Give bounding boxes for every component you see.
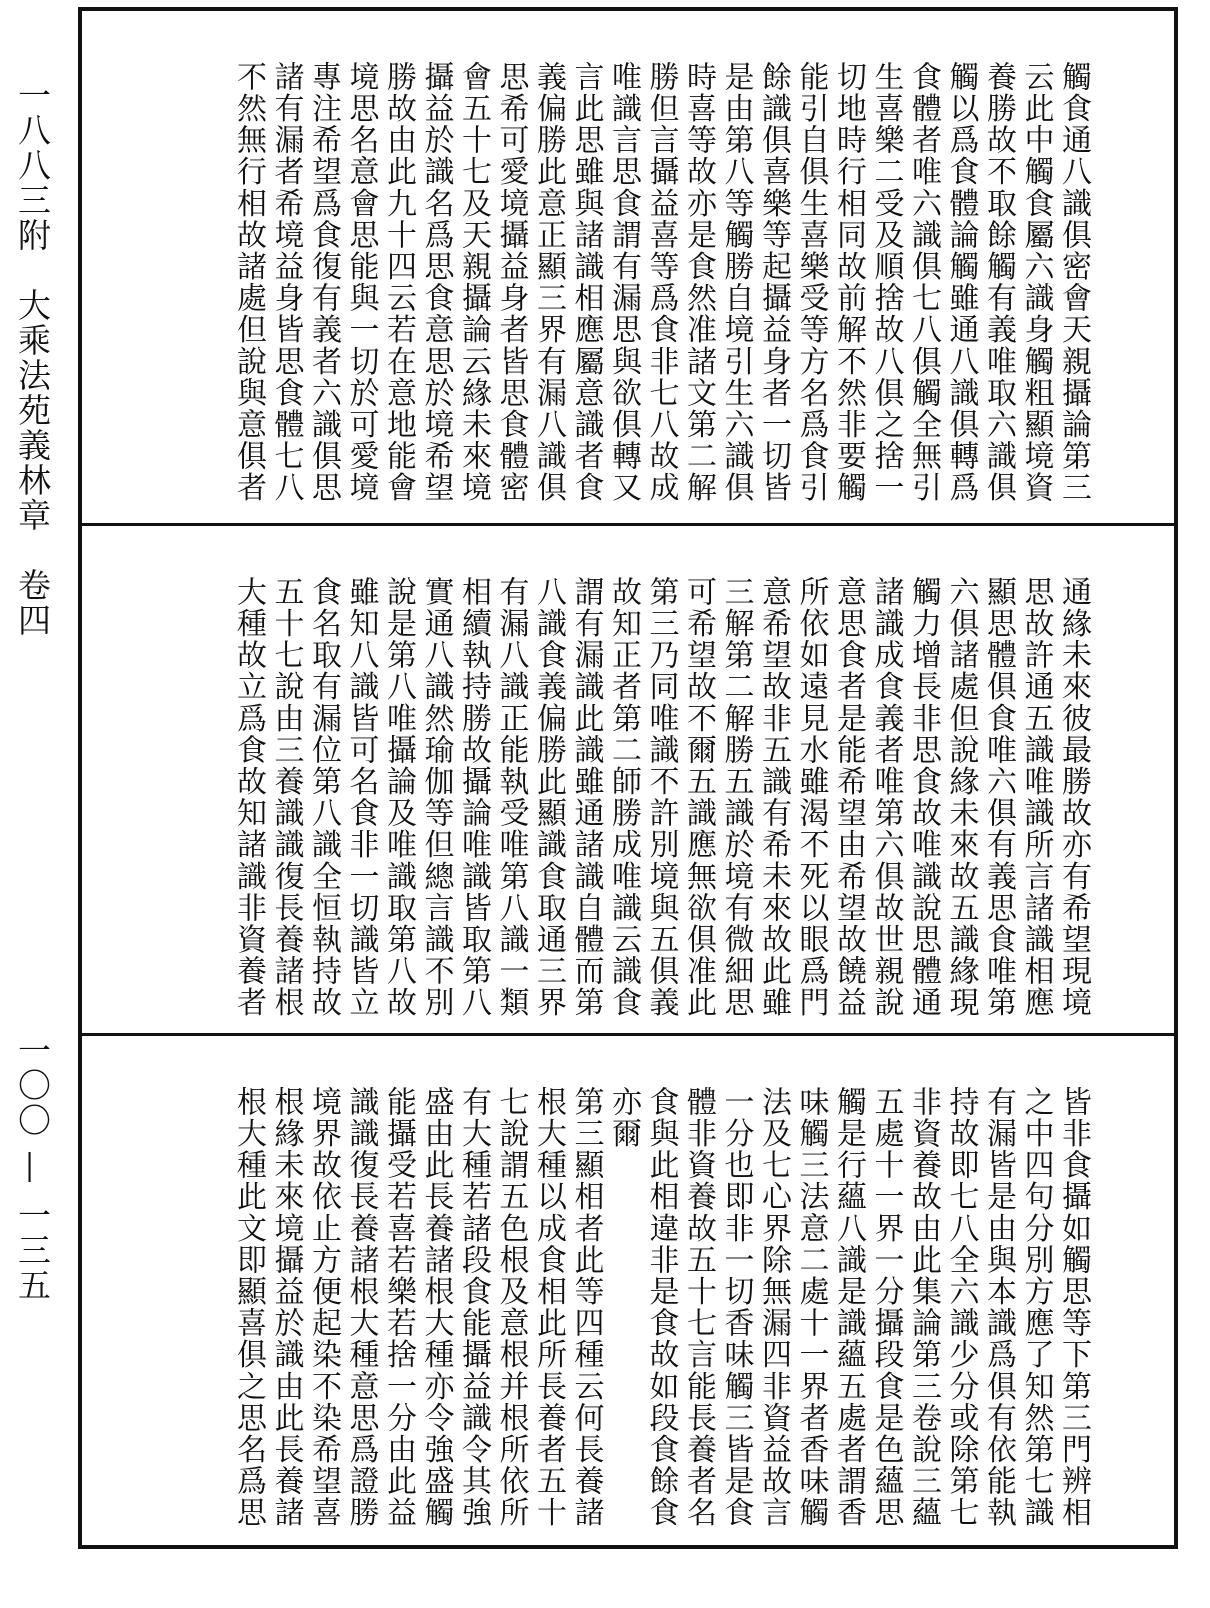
text-column: 有漏皆是由與本識爲俱有依能執 [981,1086,1016,1529]
text-column: 三解第二解勝五識於境有微細思 [718,576,754,1019]
panel-columns [230,576,1093,1018]
text-column: 第三顯相者此等四種云何長養諸 [568,1086,604,1529]
text-column: 義偏勝此意正顯三界有漏八識俱 [531,61,566,504]
text-column: 食名取有漏位第八識全恒執持故 [306,576,341,1019]
text-column: 思希可愛境攝益身者皆思食體密 [493,61,529,504]
text-column: 識識復長養諸根大種意思爲證勝 [343,1086,379,1529]
text-column: 勝但言攝益喜等爲食非七八故成 [643,61,679,504]
text-column: 云此中觸食屬六識身觸粗顯境資 [1018,61,1054,504]
text-column: 勝故由此九十四云若在意地能會 [381,61,416,504]
text-column: 可希望故不爾五識應無欲俱准此 [681,576,716,1019]
text-column: 六俱諸處但說緣未來故五識緣現 [943,576,979,1019]
text-column: 亦爾 [606,1086,641,1150]
text-column: 非資養故由此集論第三卷說三蘊 [906,1086,941,1529]
text-column: 有大種若諸段食能攝益識令其強 [456,1086,491,1529]
text-column: 能攝受若喜若樂若捨一分由此益 [381,1086,416,1529]
text-column: 有漏八識正能執受唯第八識一類 [493,576,529,1019]
text-column: 食與此相違非是食故如段食餘食 [643,1086,679,1529]
text-column: 實通八識然瑜伽等但總言識不別 [418,576,454,1019]
panel-columns [230,1086,1093,1528]
text-column: 是由第八等觸勝自境引生六識俱 [718,61,754,504]
text-column: 意思食者是能希望由希望故饒益 [831,576,866,1019]
text-column: 意希望故非五識有希未來故此雖 [756,576,791,1019]
text-column: 觸以爲食體論觸雖通八識俱轉爲 [943,61,979,504]
text-column: 根大種此文即顯喜俱之思名爲思 [231,1086,266,1529]
text-column: 七說謂五色根及意根并根所依所 [493,1086,529,1529]
text-column: 雖知八識皆可名食非一切識皆立 [343,576,379,1019]
text-column: 八識食義偏勝此顯識食取通三界 [531,576,566,1019]
text-column: 說是第八唯攝論及唯識取第八故 [381,576,416,1019]
text-column: 能引自俱生喜樂受等方名爲食引 [793,61,829,504]
text-column: 盛由此長養諸根大種亦令強盛觸 [418,1086,454,1529]
text-column: 所依如遠見水雖渴不死以眼爲門 [793,576,829,1019]
text-column: 思故許通五識唯識所言諸識相應 [1018,576,1054,1019]
text-column: 專注希望爲食復有義者六識俱思 [306,61,341,504]
text-column: 五十七說由三養識識復長養諸根 [268,576,304,1019]
text-panel-middle [82,526,1174,1036]
panel-columns [230,61,1093,503]
text-column: 會五十七及天親攝論云緣未來境 [456,61,491,504]
text-column: 養勝故不取餘觸有義唯取六識俱 [981,61,1016,504]
text-column: 境思名意會思能與一切於可愛境 [343,61,379,504]
text-column: 切地時行相同故前解不然非要觸 [831,61,866,504]
text-column: 皆非食攝如觸思等下第三門辨相 [1056,1086,1091,1529]
text-column: 味觸三法意二處十一界者香味觸 [793,1086,829,1529]
text-column: 通緣未來彼最勝故亦有希望現境 [1056,576,1091,1019]
text-column: 觸是行蘊八識是識蘊五處者謂香 [831,1086,866,1529]
text-column: 故知正者第二師勝成唯識云識食 [606,576,641,1019]
page-frame [78,7,1178,1549]
text-column: 體非資養故五十七言能長養者名 [681,1086,716,1529]
text-column: 時喜等故亦是食然准諸文第二解 [681,61,716,504]
text-column: 根緣未來境攝益於識由此長養諸 [268,1086,304,1529]
text-column: 持故即七八全六識少分或除第七 [943,1086,979,1529]
margin-title: 一八八三附 大乘法苑義林章 卷四 [13,78,52,638]
text-column: 顯思體俱食唯六俱有義思食唯第 [981,576,1016,1019]
text-panel-bottom [82,1036,1174,1545]
text-column: 一分也即非一切香味觸三皆是食 [718,1086,754,1529]
text-column: 諸有漏者希境益身皆思食體七八 [268,61,304,504]
text-column: 觸力增長非思食故唯識說思體通 [906,576,941,1019]
text-column: 根大種以成食相此所長養者五十 [531,1086,566,1529]
text-column: 諸識成食義者唯第六俱故世親說 [868,576,904,1019]
text-column: 餘識俱喜樂等起攝益身者一切皆 [756,61,791,504]
text-column: 第三乃同唯識不許別境與五俱義 [643,576,679,1019]
text-column: 觸食通八識俱密會天親攝論第三 [1056,61,1091,504]
text-column: 生喜樂二受及順捨故八俱之捨一 [868,61,904,504]
text-column: 五處十一界一分攝段食是色蘊思 [868,1086,904,1529]
text-column: 食體者唯六識俱七八俱觸全無引 [906,61,941,504]
text-column: 境界故依止方便起染不染希望喜 [306,1086,341,1529]
text-column: 大種故立爲食故知諸識非資養者 [231,576,266,1019]
text-panel-top [82,11,1174,526]
text-column: 謂有漏識此識雖通諸識自體而第 [568,576,604,1019]
text-column: 法及七心界除無漏四非資益故言 [756,1086,791,1529]
text-column: 之中四句分別方應了知然第七識 [1018,1086,1054,1529]
text-column: 言此思雖與諸識相應屬意識者食 [568,61,604,504]
text-column: 唯識言思食謂有漏思與欲俱轉又 [606,61,641,504]
margin-page-number: 一〇〇 — 一三五 [13,1033,52,1303]
text-column: 不然無行相故諸處但說與意俱者 [231,61,266,504]
text-column: 攝益於識名爲思食意思於境希望 [418,61,454,504]
text-column: 相續執持勝故攝論唯識皆取第八 [456,576,491,1019]
